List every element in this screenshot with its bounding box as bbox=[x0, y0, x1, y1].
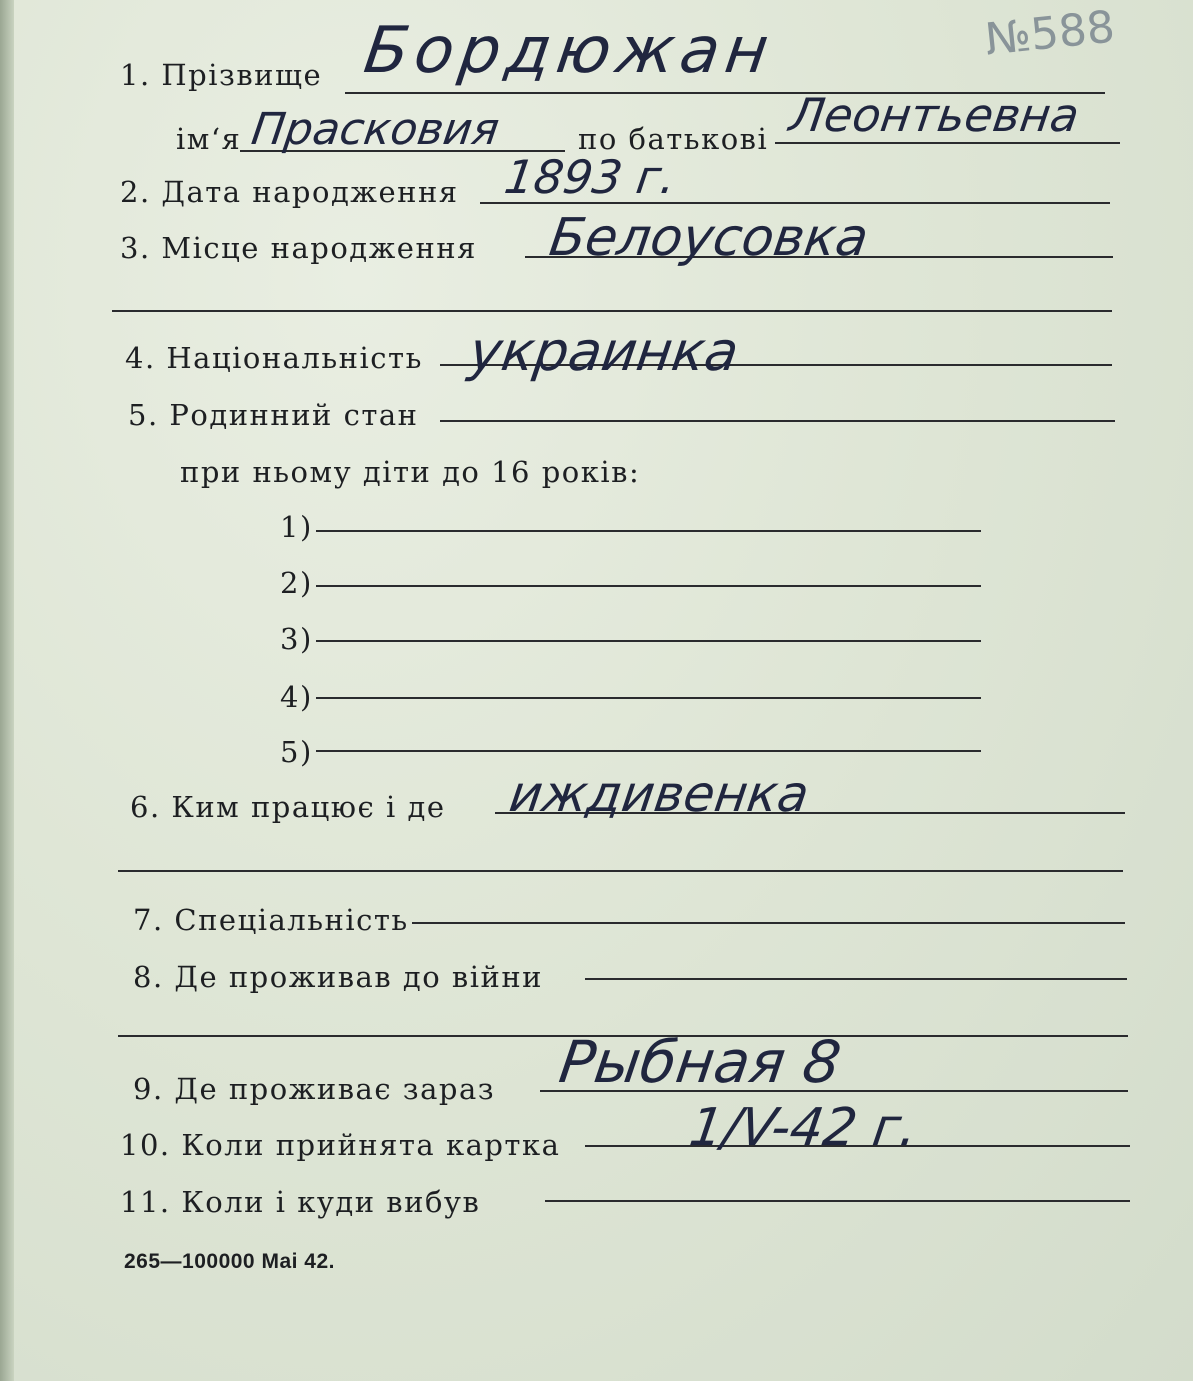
field-label: Спеціальність bbox=[174, 903, 409, 937]
field-prewar-residence-label bbox=[133, 960, 543, 994]
field-label: Ким працює і де bbox=[171, 790, 446, 824]
nationality-value: украинка bbox=[465, 320, 743, 383]
field-number: 8. bbox=[133, 960, 164, 994]
child-row-2-line bbox=[316, 585, 981, 587]
patronymic-value: Леонтьевна bbox=[786, 88, 1083, 142]
field-first-name-label: ім‘я bbox=[176, 122, 242, 156]
child-row-5-line bbox=[316, 750, 981, 752]
child-row-5-label: 5) bbox=[280, 735, 313, 769]
field-number: 3. bbox=[120, 231, 151, 265]
field-number: 2. bbox=[120, 175, 151, 209]
prewar-residence-line bbox=[585, 978, 1127, 980]
birth-place-line-2 bbox=[112, 310, 1112, 312]
card-edge bbox=[0, 0, 14, 1381]
children-heading: при ньому діти до 16 років: bbox=[180, 455, 641, 489]
field-number: 11. bbox=[120, 1185, 171, 1219]
field-marital-label bbox=[128, 398, 418, 432]
field-number: 4. bbox=[125, 341, 156, 375]
birth-place-value: Белоусовка bbox=[545, 208, 873, 268]
field-patronymic-label: по батькові bbox=[578, 122, 769, 156]
field-number: 1. bbox=[120, 58, 151, 92]
field-nationality-label bbox=[125, 341, 423, 375]
field-card-accepted-label bbox=[120, 1128, 560, 1162]
field-number: 5. bbox=[128, 398, 159, 432]
field-birth-date-label bbox=[120, 175, 459, 209]
employment-value: иждивенка bbox=[505, 765, 813, 823]
field-label: Коли прийнята картка bbox=[181, 1128, 561, 1162]
child-row-4-label: 4) bbox=[280, 680, 313, 714]
field-surname-label bbox=[120, 58, 322, 92]
field-speciality-label bbox=[133, 903, 409, 937]
field-current-residence-label bbox=[133, 1072, 495, 1106]
field-employment-label bbox=[130, 790, 446, 824]
field-label: Прізвище bbox=[161, 58, 323, 92]
child-row-2-label: 2) bbox=[280, 566, 313, 600]
child-row-1-line bbox=[316, 530, 981, 532]
birth-date-value: 1893 г. bbox=[501, 150, 680, 204]
field-departure-label bbox=[120, 1185, 480, 1219]
marital-line bbox=[440, 420, 1115, 422]
field-number: 10. bbox=[120, 1128, 171, 1162]
speciality-line bbox=[412, 922, 1125, 924]
field-label: Дата народження bbox=[161, 175, 459, 209]
child-row-3-label: 3) bbox=[280, 622, 313, 656]
departure-line bbox=[545, 1200, 1130, 1202]
field-label: Місце народження bbox=[161, 231, 477, 265]
field-birth-place-label bbox=[120, 231, 477, 265]
card-accepted-value: 1/V-42 г. bbox=[685, 1098, 922, 1158]
patronymic-line bbox=[775, 142, 1120, 144]
surname-value: Бордюжан bbox=[359, 14, 779, 88]
print-code: 265—100000 Mai 42. bbox=[124, 1250, 335, 1273]
field-label: Де проживає зараз bbox=[174, 1072, 496, 1106]
first-name-value: Прасковия bbox=[248, 104, 503, 155]
field-number: 6. bbox=[130, 790, 161, 824]
field-number: 9. bbox=[133, 1072, 164, 1106]
field-label: Де проживав до війни bbox=[174, 960, 543, 994]
field-label: Національність bbox=[166, 341, 423, 375]
field-label: Родинний стан bbox=[169, 398, 419, 432]
field-number: 7. bbox=[133, 903, 164, 937]
field-label: Коли і куди вибув bbox=[181, 1185, 481, 1219]
employment-line-2 bbox=[118, 870, 1123, 872]
archive-number: №588 bbox=[982, 1, 1118, 66]
child-row-1-label: 1) bbox=[280, 510, 313, 544]
child-row-4-line bbox=[316, 697, 981, 699]
child-row-3-line bbox=[316, 640, 981, 642]
current-residence-value: Рыбная 8 bbox=[555, 1028, 846, 1096]
